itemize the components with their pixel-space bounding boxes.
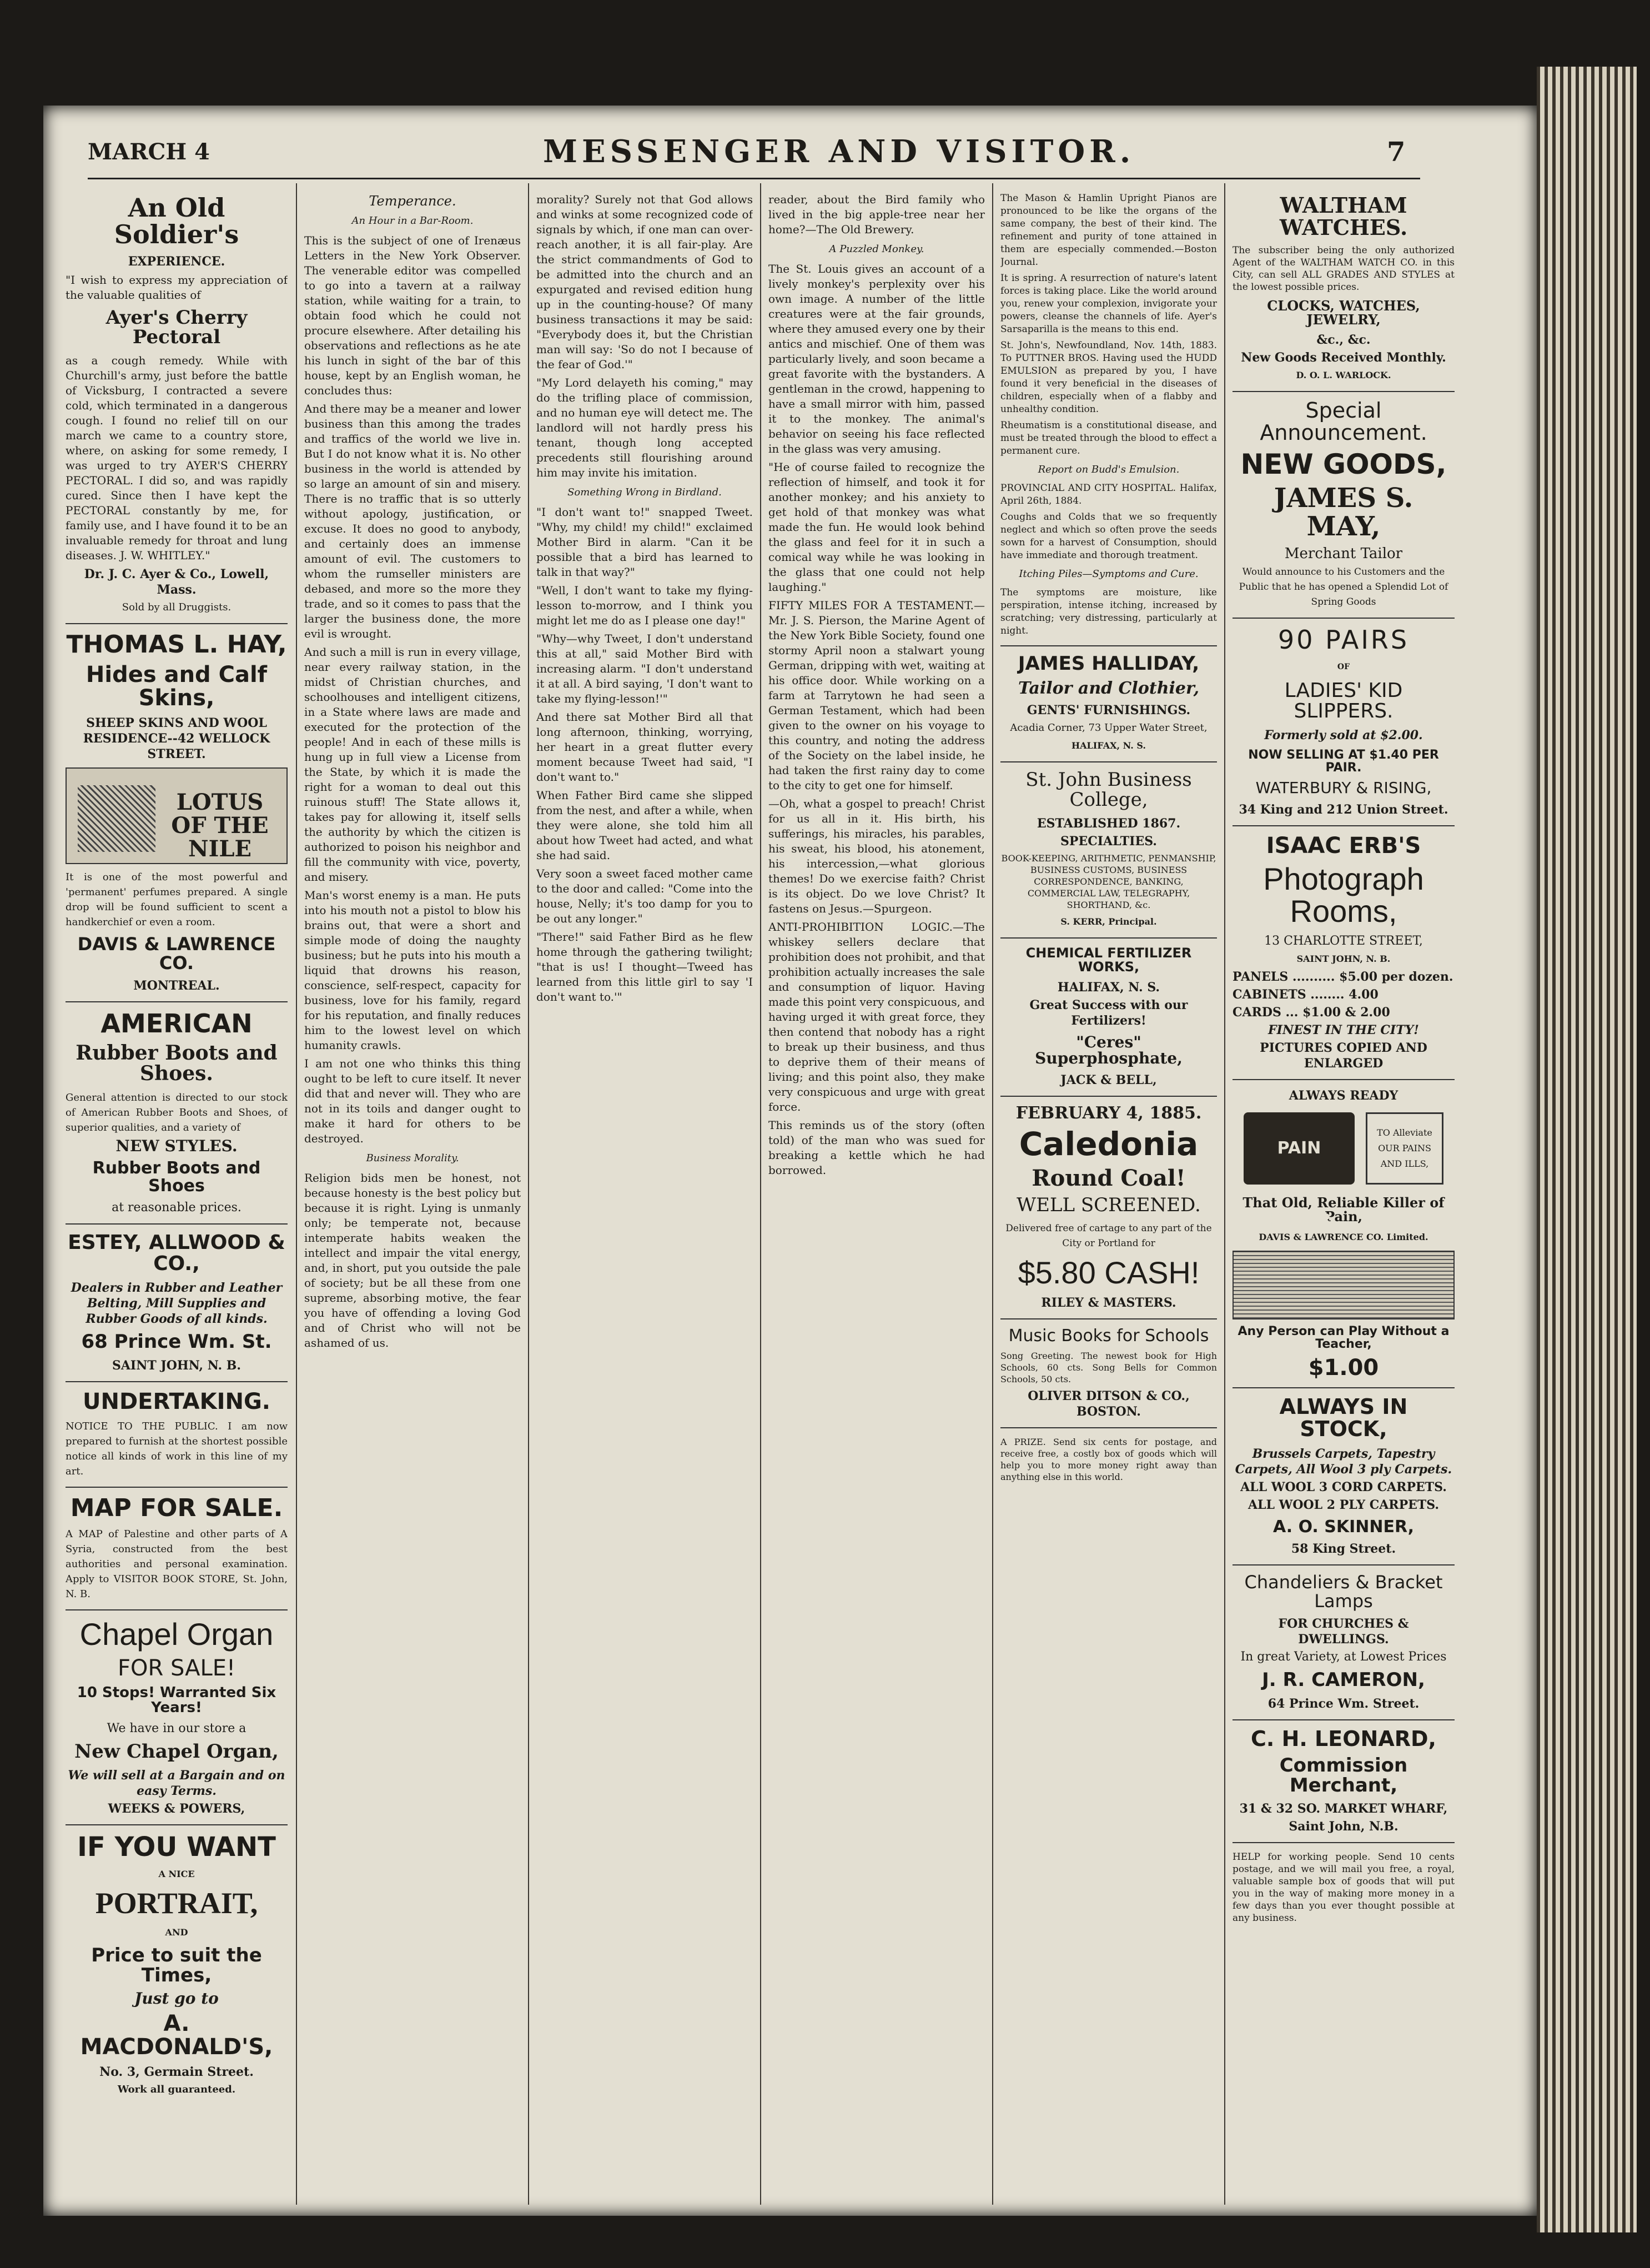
ad-title: AMERICAN bbox=[100, 1008, 253, 1039]
ad-title: CHEMICAL FERTILIZER WORKS, bbox=[1025, 945, 1192, 975]
section-heading: Temperance. bbox=[369, 193, 456, 209]
ad-subtitle: Rubber Boots and Shoes. bbox=[76, 1041, 278, 1086]
column-rule bbox=[296, 183, 297, 2205]
ad-date: FEBRUARY 4, 1885. bbox=[1015, 1103, 1202, 1123]
paragraph: Very soon a sweet faced mother came to the door and called: "Come into the house, Nelly; it's too damp for you to be out any longer." bbox=[536, 867, 753, 925]
paragraph: The St. Louis gives an account of a lively monkey's perplexity over his own image. A number of the little creatures were at the fair grounds, where they amused every one by their antics and mischief. One of them was particularly lively, and soon became a great favorite with the bystanders. A gentleman in the crowd, happening to have a small mirror with him, passed it to the monkey. The animal's behavior on seeing his face reflected in the glass was very amusing. bbox=[768, 262, 985, 455]
ad-subtitle: EXPERIENCE. bbox=[128, 254, 225, 269]
column-3 bbox=[536, 189, 753, 2199]
divider bbox=[66, 623, 288, 624]
column-2 bbox=[304, 189, 521, 2199]
article-heading: Itching Piles—Symptoms and Cure. bbox=[1019, 568, 1199, 580]
ad-title: Music Books for Schools bbox=[1008, 1326, 1209, 1346]
column-4 bbox=[768, 189, 985, 2199]
ad-subtitle: Commission Merchant, bbox=[1279, 1754, 1408, 1797]
article-heading: A Puzzled Monkey. bbox=[829, 243, 924, 255]
paragraph: Rheumatism is a constitutional disease, and must be treated through the blood to effect a permanent cure. bbox=[1000, 420, 1217, 456]
ad-address: 31 & 32 SO. MARKET WHARF, bbox=[1239, 1802, 1448, 1817]
paragraph: Religion bids men be honest, not because honesty is the best policy but because it is right. Lying is unmanly only; be temperate not, because intemperate habits weaken the intellect and impair the vital energy, and, in short, put you outside the pale of society; but be all these from one supreme, absorbing motive, the fear you have of offending a loving God and of Christ who will not be ashamed of us. bbox=[304, 1171, 521, 1349]
ad-firm: J. R. CAMERON, bbox=[1262, 1669, 1425, 1692]
article-heading: Report on Budd's Emulsion. bbox=[1038, 464, 1180, 475]
ad-text: New Goods Received Monthly. bbox=[1241, 350, 1446, 365]
ad-text: We have in our store a bbox=[107, 1722, 247, 1736]
ad-city: Saint John, N.B. bbox=[1289, 1819, 1399, 1834]
ad-city: HALIFAX, N. S. bbox=[1057, 980, 1160, 995]
divider bbox=[1000, 1096, 1217, 1097]
book-spine bbox=[1537, 67, 1637, 2232]
ad-city: HALIFAX, N. S. bbox=[1072, 740, 1146, 751]
ad-address: 64 Prince Wm. Street. bbox=[1267, 1697, 1420, 1711]
paragraph: Man's worst enemy is a man. He puts into his mouth not a pistol to blow his brains out, that were a short and simple mode of doing the naughty business; but he puts into his mouth a liquid that drowns his reason, conscience, self-respect, capacity for business, love for his family, regard for his reputation, and finally reduces him to the lowest level on which humanity crawls. bbox=[304, 889, 521, 1052]
page-number: 7 bbox=[1387, 137, 1406, 168]
ad-text: NOTICE TO THE PUBLIC. I am now prepared to furnish at the shortest possible notice all kinds of work in this line of my art. bbox=[66, 1420, 288, 1477]
ad-text: The subscriber being the only authorized Agent of the WALTHAM WATCH CO. in this City, can sell ALL GRADES AND STYLES at the lowest possible prices. bbox=[1233, 244, 1455, 293]
ad-subtitle: FOR SALE! bbox=[117, 1655, 236, 1681]
divider bbox=[66, 1609, 288, 1610]
ad-text: ALL WOOL 3 CORD CARPETS. bbox=[1240, 1479, 1447, 1494]
divider bbox=[66, 1487, 288, 1488]
ad-address: 58 King Street. bbox=[1291, 1542, 1396, 1557]
ad-address: 68 Prince Wm. St. bbox=[81, 1330, 272, 1353]
ad-city: SAINT JOHN, N. B. bbox=[112, 1358, 242, 1373]
ad-text: A MAP of Palestine and other parts of A Syria, constructed from the best authorities and personal examination. Apply to VISITOR BOOK STORE, St. John, N. B. bbox=[66, 1528, 288, 1600]
ad-text: It is one of the most powerful and 'permanent' perfumes prepared. A single drop will be found sufficient to scent a handkerchief or even a room. bbox=[66, 871, 288, 929]
ad-pairs: 90 PAIRS bbox=[1277, 625, 1410, 655]
paragraph: The symptoms are moisture, like perspiration, intense itching, increased by scratching; very distressing, particularly at night. bbox=[1000, 587, 1217, 636]
paragraph: And such a mill is run in every village, near every railway station, in the midst of Christian churches, and schoolhouses and intelligent citizens, in a State where laws are made and executed for the protection of the people! And in each of these mills is hung up in full view a License from the State, by which it is made the right for a woman to deal out this ruinous stuff! The State allows it, takes pay for allowing it, itself sells the authority by which the citizen is authorized to poison his neighbor and fill the community with vice, poverty, and misery. bbox=[304, 645, 521, 884]
ad-city: MONTREAL. bbox=[133, 979, 220, 993]
ad-title: ESTEY, ALLWOOD & CO., bbox=[68, 1231, 285, 1276]
ad-firm: D. O. L. WARLOCK. bbox=[1296, 370, 1391, 381]
ad-firm: A. MACDONALD'S, bbox=[80, 2011, 273, 2060]
ad-title: St. John Business College, bbox=[1025, 769, 1192, 811]
ad-formerly: Formerly sold at $2.00. bbox=[1264, 728, 1423, 743]
ad-note: at reasonable prices. bbox=[112, 1201, 242, 1215]
paragraph: "Why—why Tweet, I don't understand this at all," said Mother Bird with increasing alarm. "I don't understand it at all. A bird saying, 'I don't want to take my flying-lesson!'" bbox=[536, 632, 753, 705]
ad-firm: DAVIS & LAWRENCE CO. Limited. bbox=[1259, 1231, 1428, 1242]
ad-price: $5.80 CASH! bbox=[1018, 1255, 1200, 1290]
ad-firm: WATERBURY & RISING, bbox=[1255, 779, 1432, 797]
divider bbox=[1233, 825, 1455, 826]
paragraph: morality? Surely not that God allows and winks at some recognized code of signals by which, if one man can over-reach another, it is all fair-play. Are the strict commandments of God to be admitted into the church and an expurgated and revised edition hung up in the counting-house? Of many business transactions it may be said: "Everybody does it, but the Christian man will say: 'So do not I because of the fear of God.'" bbox=[536, 193, 753, 371]
paragraph: When Father Bird came she slipped from the nest, and after a while, when they were alone, she told him all about how Tweet had acted, and what she had said. bbox=[536, 789, 753, 862]
ad-text: Dealers in Rubber and Leather Belting, Mill Supplies and Rubber Goods of all kinds. bbox=[71, 1280, 283, 1326]
ad-address: Acadia Corner, 73 Upper Water Street, bbox=[1010, 722, 1208, 734]
article-heading: Something Wrong in Birdland. bbox=[567, 486, 722, 498]
ad-portrait: PORTRAIT, bbox=[95, 1886, 258, 1920]
ad-product: New Chapel Organ, bbox=[74, 1740, 279, 1763]
ad-text: TO Alleviate OUR PAINS AND ILLS, bbox=[1366, 1112, 1443, 1185]
ad-title: LOTUS OF THE NILE bbox=[171, 789, 269, 862]
ad-text: ALL WOOL 2 PLY CARPETS. bbox=[1247, 1497, 1440, 1512]
divider bbox=[66, 1381, 288, 1382]
divider bbox=[66, 1223, 288, 1225]
ad-text: A NICE bbox=[158, 1869, 195, 1880]
paragraph: reader, about the Bird family who lived in the big apple-tree near her home?—The Old Brewery. bbox=[768, 193, 985, 236]
lotus-illustration bbox=[66, 767, 288, 864]
ad-text: ALWAYS READY bbox=[1289, 1088, 1399, 1103]
divider bbox=[1233, 391, 1455, 392]
ad-product: Ayer's Cherry Pectoral bbox=[105, 306, 248, 349]
divider bbox=[1000, 937, 1217, 939]
ad-styles: NEW STYLES. bbox=[115, 1137, 238, 1156]
ad-text: HELP for working people. Send 10 cents postage, and we will mail you free, a royal, valuable sample box of goods that will put you in the way of making more money in a few days than you ever thought possible at any business. bbox=[1233, 1851, 1455, 1924]
paragraph: This is the subject of one of Irenæus Letters in the New York Observer. The venerable editor was compelled to go into a tavern at a railway station, while waiting for a train, to obtain food which he could not procure elsewhere. After detailing his observations and reflections as he ate his lunch in sight of the bar of this house, kept by an English woman, he concludes thus: bbox=[304, 234, 521, 397]
ad-title: Chandeliers & Bracket Lamps bbox=[1244, 1572, 1443, 1612]
ad-text: A PRIZE. Send six cents for postage, and receive free, a costly box of goods which will help you to more money right away than anything else in this world. bbox=[1000, 1437, 1217, 1483]
ad-text: "I wish to express my appreciation of the valuable qualities of bbox=[66, 273, 288, 302]
paragraph: And there may be a meaner and lower business than this among the trades and traffics of the world we live in. But I do not know what it is. No other business in the world is attended by so large an amount of sin and misery. There is no traffic that is so utterly without apology, justification, or excuse. It does no good to anybody, and certainly does an immense amount of evil. The customers to whom the rumseller ministers are debased, and more so the more they trade, and so it comes to pass that the larger the business done, the more evil is wrought. bbox=[304, 402, 521, 640]
ad-text: AND bbox=[165, 1926, 188, 1938]
divider bbox=[1000, 1318, 1217, 1319]
ad-text: BOOK-KEEPING, ARITHMETIC, PENMANSHIP, BUSINESS CUSTOMS, BUSINESS CORRESPONDENCE, BANKING, COMMERCIAL LAW, TELEGRAPHY, SHORTHAND, &c. bbox=[1001, 852, 1216, 910]
ad-text: Brussels Carpets, Tapestry Carpets, All Wool 3 ply Carpets. bbox=[1235, 1446, 1452, 1477]
masthead-title: MESSENGER AND VISITOR. bbox=[543, 133, 1135, 170]
page-header bbox=[88, 128, 1420, 179]
paragraph: PROVINCIAL AND CITY HOSPITAL. Halifax, April 26th, 1884. bbox=[1000, 483, 1217, 506]
ad-subtitle: Great Success with our Fertilizers! bbox=[1029, 997, 1188, 1028]
divider bbox=[1000, 645, 1217, 646]
ad-title: WALTHAM WATCHES. bbox=[1279, 193, 1408, 240]
divider bbox=[1233, 1564, 1455, 1565]
column-rule bbox=[760, 183, 761, 2205]
ad-established: ESTABLISHED 1867. bbox=[1037, 816, 1181, 831]
ad-text: Would announce to his Customers and the Public that he has opened a Splendid Lot of Spring Goods bbox=[1239, 566, 1448, 608]
divider bbox=[1000, 1427, 1217, 1428]
column-rule bbox=[1224, 183, 1225, 2205]
paragraph: "My Lord delayeth his coming," may do the trifling place of commission, and no human eye will detect me. The landlord will not hardly press his tenant, though long accepted precedents still flourishing around him may invite his imitation. bbox=[536, 376, 753, 479]
ad-subtitle: CLOCKS, WATCHES, JEWELRY, bbox=[1267, 297, 1420, 328]
ad-subtitle: Round Coal! bbox=[1032, 1165, 1186, 1192]
ad-title: JAMES HALLIDAY, bbox=[1018, 653, 1200, 675]
ad-subtitle: Rubber Boots and Shoes bbox=[92, 1158, 261, 1196]
divider bbox=[1000, 761, 1217, 762]
ad-maker: Dr. J. C. Ayer & Co., Lowell, Mass. bbox=[84, 566, 269, 597]
ad-title: An Old Soldier's bbox=[114, 193, 239, 250]
divider bbox=[1233, 1719, 1455, 1720]
ad-firm: RILEY & MASTERS. bbox=[1041, 1295, 1176, 1310]
ad-title: Caledonia bbox=[1019, 1125, 1199, 1163]
paragraph: The Mason & Hamlin Upright Pianos are pronounced to be like the organs of the same company, the best of their kind. The refinement and purity of tone attained in them are especially commended.—Boston Journal. bbox=[1000, 193, 1217, 268]
article-heading: Business Morality. bbox=[366, 1152, 459, 1164]
ad-subtitle: FOR CHURCHES & DWELLINGS. bbox=[1278, 1617, 1409, 1647]
divider bbox=[1233, 1079, 1455, 1080]
ad-text: Just go to bbox=[134, 1989, 219, 2008]
paragraph: St. John's, Newfoundland, Nov. 14th, 1883. To PUTTNER BROS. Having used the HUDD EMULSION as prepared by you, I have found it very beneficial in the diseases of children, especially when of a flabby and unhealthy condition. bbox=[1000, 340, 1217, 415]
ad-firm: WEEKS & POWERS, bbox=[108, 1801, 245, 1816]
paragraph: And there sat Mother Bird all that long afternoon, thinking, worrying, her heart in a great flutter every moment because Tweet had said, "I don't want to." bbox=[536, 710, 753, 784]
paragraph: FIFTY MILES FOR A TESTAMENT.—Mr. J. S. Pierson, the Marine Agent of the New York Bible Society, found one stormy April noon a stalwart young German, dripping with wet, waiting at his office door. While working on a farm at Tarrytown he had seen a German Testament, which had been given to the owner on his voyage to this country, and noting the address of the Society on the label inside, he had taken the first rainy day to come to the city to get one for himself. bbox=[768, 599, 985, 792]
ad-text: We will sell at a Bargain and on easy Terms. bbox=[68, 1768, 285, 1798]
ad-price-cards: CARDS ... $1.00 & 2.00 bbox=[1233, 1005, 1390, 1020]
ad-firm: OLIVER DITSON & CO., BOSTON. bbox=[1028, 1389, 1190, 1419]
column-rule bbox=[992, 183, 993, 2205]
ad-address: 13 CHARLOTTE STREET, bbox=[1264, 934, 1423, 949]
ad-firm: S. KERR, Principal. bbox=[1060, 916, 1157, 927]
ad-text: In great Variety, at Lowest Prices bbox=[1240, 1650, 1447, 1664]
paragraph: "There!" said Father Bird as he flew home through the gathering twilight; "that is us! I thought—Tweed has learned from this little girl to say 'I don't want to.'" bbox=[536, 930, 753, 1003]
ad-title: Photograph Rooms, bbox=[1263, 861, 1424, 929]
ad-text: &c., &c. bbox=[1316, 333, 1371, 348]
divider bbox=[1233, 618, 1455, 619]
article-heading: An Hour in a Bar-Room. bbox=[351, 215, 474, 227]
issue-date: MARCH 4 bbox=[88, 139, 210, 165]
ad-text: OF bbox=[1337, 662, 1350, 671]
column-5 bbox=[1000, 189, 1217, 2199]
ad-subtitle: SPECIALTIES. bbox=[1060, 834, 1157, 849]
ad-title: THOMAS L. HAY, bbox=[66, 630, 287, 659]
ad-product: "Ceres" Superphosphate, bbox=[1035, 1032, 1183, 1068]
ad-name: JAMES S. MAY, bbox=[1274, 483, 1413, 542]
ad-firm: A. O. SKINNER, bbox=[1272, 1517, 1415, 1537]
ad-name: ISAAC ERB'S bbox=[1266, 832, 1421, 859]
paragraph: I am not one who thinks this thing ought to be left to cure itself. It never did that and never will. They who are not in its toils and danger ought to make it hard for others to be destroyed. bbox=[304, 1057, 521, 1145]
organ-illustration bbox=[1233, 1251, 1455, 1319]
ad-text: FINEST IN THE CITY! bbox=[1268, 1023, 1419, 1038]
ad-title: ALWAYS IN STOCK, bbox=[1279, 1394, 1408, 1441]
column-1 bbox=[66, 189, 288, 2199]
ad-text: GENTS' FURNISHINGS. bbox=[1027, 703, 1191, 718]
ad-stops: 10 Stops! Warranted Six Years! bbox=[77, 1684, 276, 1716]
ad-brand: PAIN KILLER bbox=[1244, 1112, 1355, 1185]
divider bbox=[66, 1001, 288, 1002]
column-rule bbox=[528, 183, 529, 2205]
ad-address: 34 King and 212 Union Street. bbox=[1239, 802, 1448, 817]
ad-title: C. H. LEONARD, bbox=[1251, 1727, 1436, 1751]
ad-title: UNDERTAKING. bbox=[82, 1388, 270, 1414]
ad-text: PICTURES COPIED AND ENLARGED bbox=[1260, 1041, 1427, 1071]
ad-text: Delivered free of cartage to any part of the City or Portland for bbox=[1005, 1222, 1212, 1249]
ad-address: No. 3, Germain Street. bbox=[99, 2065, 254, 2080]
ad-firm: DAVIS & LAWRENCE CO. bbox=[77, 934, 276, 974]
ad-text: SHEEP SKINS AND WOOL RESIDENCE--42 WELLOCK STREET. bbox=[83, 716, 270, 762]
paragraph: This reminds us of the story (often told) of the man who was sued for breaking a kettle which he had borrowed. bbox=[768, 1118, 985, 1177]
ad-trade: Merchant Tailor bbox=[1284, 545, 1403, 563]
ad-subtitle: Tailor and Clothier, bbox=[1018, 678, 1200, 698]
divider bbox=[1233, 1387, 1455, 1388]
paragraph: "He of course failed to recognize the reflection of himself, and took it for another monkey; and his anxiety to get hold of that monkey was what made the fun. He would look behind the glass and feel for it in such a comical way while he was looking in the glass that one could not help laughing." bbox=[768, 460, 985, 594]
ad-subtitle: Hides and Calf Skins, bbox=[85, 662, 268, 711]
paragraph: Coughs and Colds that we so frequently neglect and which so often prove the seeds sown for a harvest of Consumption, should have immediate and thorough treatment. bbox=[1000, 511, 1217, 561]
ad-note: Work all guaranteed. bbox=[117, 2084, 236, 2096]
ad-screened: WELL SCREENED. bbox=[1017, 1194, 1201, 1217]
newspaper-page bbox=[43, 106, 1537, 2216]
ad-price: $1.00 bbox=[1308, 1354, 1379, 1381]
ad-text: General attention is directed to our stock of American Rubber Boots and Shoes, of superior qualities, and a variety of bbox=[66, 1092, 288, 1134]
ad-title: That Old, Reliable Killer of Pain, bbox=[1242, 1195, 1445, 1225]
paragraph: "I don't want to!" snapped Tweet. "Why, my child! my child!" exclaimed Mother Bird in alarm. "Can it be possible that a bird has learned to talk in that way?" bbox=[536, 505, 753, 579]
ad-title: Chapel Organ bbox=[79, 1616, 274, 1652]
ad-note: Sold by all Druggists. bbox=[122, 601, 232, 613]
paragraph: ANTI-PROHIBITION LOGIC.—The whiskey sellers declare that prohibition does not prohibit, and that prohibition actually increases the sale and consumption of liquor. Having made this point very conspicuous, and having urged it with great force, they then contend that nobody has a right to break up their business, and thus to deprive them of their means of living; and this point also, they make very conspicuous and urge with great force. bbox=[768, 920, 985, 1113]
ad-text: as a cough remedy. While with Churchill's army, just before the battle of Vicksburg, I contracted a severe cold, which terminated in a dangerous cough. I found no relief till on our march we came to a country store, where, on asking for some remedy, I was urged to try AYER'S CHERRY PECTORAL. I did so, and was rapidly cured. Since then I have kept the PECTORAL constantly by me, for family use, and I have found it to be an invaluable remedy for throat and lung diseases. J. W. WHITLEY." bbox=[66, 353, 288, 562]
ad-city: SAINT JOHN, N. B. bbox=[1296, 954, 1391, 965]
ad-price-cabinets: CABINETS ........ 4.00 bbox=[1233, 987, 1379, 1002]
ad-text: Song Greeting. The newest book for High Schools, 60 cts. Song Bells for Common Schools, 50 cts. bbox=[1000, 1351, 1217, 1385]
ad-price-panels: PANELS .......... $5.00 per dozen. bbox=[1233, 970, 1453, 985]
ad-now: NOW SELLING AT $1.40 PER PAIR. bbox=[1248, 748, 1439, 775]
paragraph: "Well, I don't want to take my flying-lesson to-morrow, and I think you might let me do as I please one day!" bbox=[536, 584, 753, 627]
ad-title: Any Person can Play Without a Teacher, bbox=[1238, 1324, 1450, 1351]
column-6 bbox=[1233, 189, 1455, 2199]
ad-title: IF YOU WANT bbox=[77, 1831, 276, 1863]
ad-firm: JACK & BELL, bbox=[1060, 1072, 1157, 1087]
divider bbox=[1233, 1842, 1455, 1843]
paragraph: —Oh, what a gospel to preach! Christ for us all in it. His birth, his sufferings, his miracles, his parables, his sweat, his blood, his atonement, his intercession,—what glorious themes! Do we exercise faith? Christ is its object. Do we love Christ? It fastens on Jesus.—Spurgeon. bbox=[768, 797, 985, 915]
ad-subtitle: NEW GOODS, bbox=[1240, 448, 1447, 480]
ad-title: Special Announcement. bbox=[1260, 398, 1427, 445]
divider bbox=[66, 1824, 288, 1825]
ad-title: LADIES' KID SLIPPERS. bbox=[1284, 679, 1403, 723]
ad-price: Price to suit the Times, bbox=[91, 1944, 262, 1986]
ad-title: MAP FOR SALE. bbox=[70, 1493, 283, 1522]
paragraph: It is spring. A resurrection of nature's latent forces is taking place. Like the world around you, renew your complexion, invigorate your powers, cleanse the channels of life. Ayer's Sarsaparilla is the means to this end. bbox=[1000, 273, 1217, 335]
